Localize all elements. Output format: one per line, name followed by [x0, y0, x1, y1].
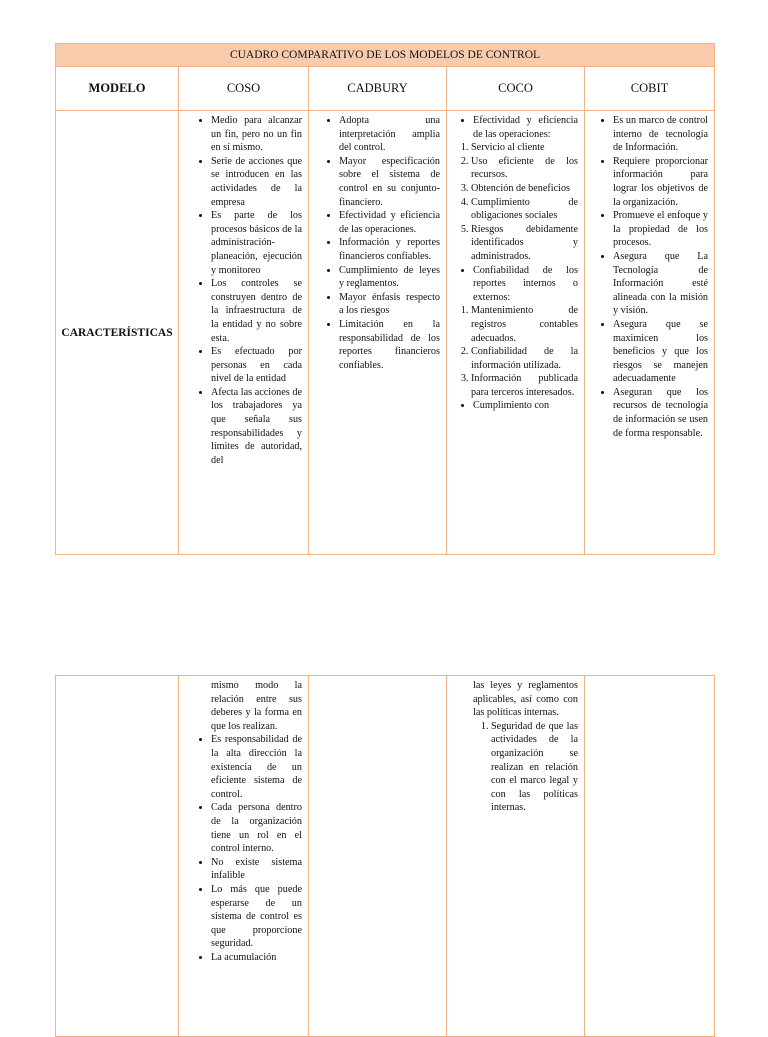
- comparison-table-continued: [55, 675, 715, 1037]
- list-item: • Es responsabilidad de la alta dirección la existencia de un eficiente sistema de control.: [211, 733, 302, 801]
- coco-bullet-1: Efectividad y eficiencia de las operaciones:: [473, 115, 578, 140]
- coco-cell-continued: [447, 676, 585, 1037]
- cadbury-list: [319, 114, 440, 372]
- coco-sublist-3: [453, 720, 578, 815]
- list-item: • Es un marco de control interno de tecnología de Información.: [613, 114, 708, 155]
- list-item: • Afecta las acciones de los trabajadores ya que señala sus responsabilidades y límites de autoridad, del: [211, 386, 302, 468]
- list-item: • Adopta una interpretación amplia del control.: [339, 114, 440, 155]
- list-item: • Efectividad y eficiencia de las operaciones.: [339, 209, 440, 236]
- cobit-cell: [585, 111, 715, 555]
- header-coso: COSO: [179, 67, 309, 111]
- list-item: • Es efectuado por personas en cada nivel de la entidad: [211, 345, 302, 386]
- cadbury-cell-continued: [309, 676, 447, 1037]
- list-item: • Es parte de los procesos básicos de la administración-planeación, ejecución y monitoreo: [211, 209, 302, 277]
- list-item: • No existe sistema infalible: [211, 856, 302, 883]
- list-item: • Cumplimiento de leyes y reglamentos.: [339, 264, 440, 291]
- list-item: [473, 114, 578, 264]
- list-item: • Asegura que se maximicen los beneficios y que los riesgos se manejen adecuadamente: [613, 318, 708, 386]
- coco-sublist-2: [453, 304, 578, 399]
- row-label-caracteristicas: CARACTERÍSTICAS: [56, 111, 179, 555]
- list-item: 2. Confiabilidad de la información utilizada.: [471, 345, 578, 372]
- list-item: [473, 264, 578, 400]
- list-item: • Serie de acciones que se introducen en las actividades de la empresa: [211, 155, 302, 209]
- coco-continuation: las leyes y reglamentos aplicables, así como con las políticas internas.: [473, 680, 578, 719]
- list-item: 3. Obtención de beneficios: [471, 182, 578, 196]
- list-item: 1. Seguridad de que las actividades de la organización se realizan en relación con el marco legal y con las políticas internas.: [491, 720, 578, 815]
- table-title: CUADRO COMPARATIVO DE LOS MODELOS DE CONTROL: [56, 44, 715, 67]
- coco-list: [453, 114, 578, 413]
- list-item: • Asegura que La Tecnología de Información esté alineada con la misión y visión.: [613, 250, 708, 318]
- list-item: • Cada persona dentro de la organización tiene un rol en el control interno.: [211, 801, 302, 855]
- comparison-table: [55, 43, 715, 555]
- coco-bullet-2: Confiabilidad de los reportes internos o externos:: [473, 264, 578, 303]
- list-item: 2. Uso eficiente de los recursos.: [471, 155, 578, 182]
- list-item: 1. Mantenimiento de registros contables adecuados.: [471, 304, 578, 345]
- list-item: • Lo más que puede esperarse de un sistema de control es que proporcione seguridad.: [211, 883, 302, 951]
- list-item: • Promueve el enfoque y la propiedad de los procesos.: [613, 209, 708, 250]
- list-item: • Medio para alcanzar un fin, pero no un fin en sí mismo.: [211, 114, 302, 155]
- coso-cell-continued: [179, 676, 309, 1037]
- list-item: 5. Riesgos debidamente identificados y administrados.: [471, 223, 578, 264]
- coco-cell: [447, 111, 585, 555]
- header-cadbury: CADBURY: [309, 67, 447, 111]
- list-item: 3. Información publicada para terceros interesados.: [471, 372, 578, 399]
- cadbury-cell: [309, 111, 447, 555]
- list-item: • Limitación en la responsabilidad de los reportes financieros confiables.: [339, 318, 440, 372]
- list-item: • La acumulación: [211, 951, 302, 965]
- list-item: 4. Cumplimiento de obligaciones sociales: [471, 196, 578, 223]
- header-coco: COCO: [447, 67, 585, 111]
- coso-list: [191, 114, 302, 467]
- list-item: • Aseguran que los recursos de tecnología de información se usen de forma responsable.: [613, 386, 708, 440]
- list-item: • Información y reportes financieros confiables.: [339, 236, 440, 263]
- list-item: • Los controles se construyen dentro de la infraestructura de la entidad y no sobre esta.: [211, 277, 302, 345]
- list-item: • Mayor énfasis respecto a los riesgos: [339, 291, 440, 318]
- list-item: • Mayor especificación sobre el sistema de control en su conjunto-financiero.: [339, 155, 440, 209]
- coco-sublist-1: [453, 141, 578, 263]
- cobit-cell-continued: [585, 676, 715, 1037]
- cobit-list: [593, 114, 708, 440]
- coso-list-continued: [191, 733, 302, 964]
- coso-cell: [179, 111, 309, 555]
- coso-continuation: mismo modo la relación entre sus deberes y la forma en que los realizan.: [211, 680, 302, 732]
- header-model: MODELO: [56, 67, 179, 111]
- row-label-empty: [56, 676, 179, 1037]
- list-item: • Cumplimiento con: [473, 399, 578, 413]
- list-item: • Requiere proporcionar información para lograr los objetivos de la organización.: [613, 155, 708, 209]
- list-item: 1. Servicio al cliente: [471, 141, 578, 155]
- header-cobit: COBIT: [585, 67, 715, 111]
